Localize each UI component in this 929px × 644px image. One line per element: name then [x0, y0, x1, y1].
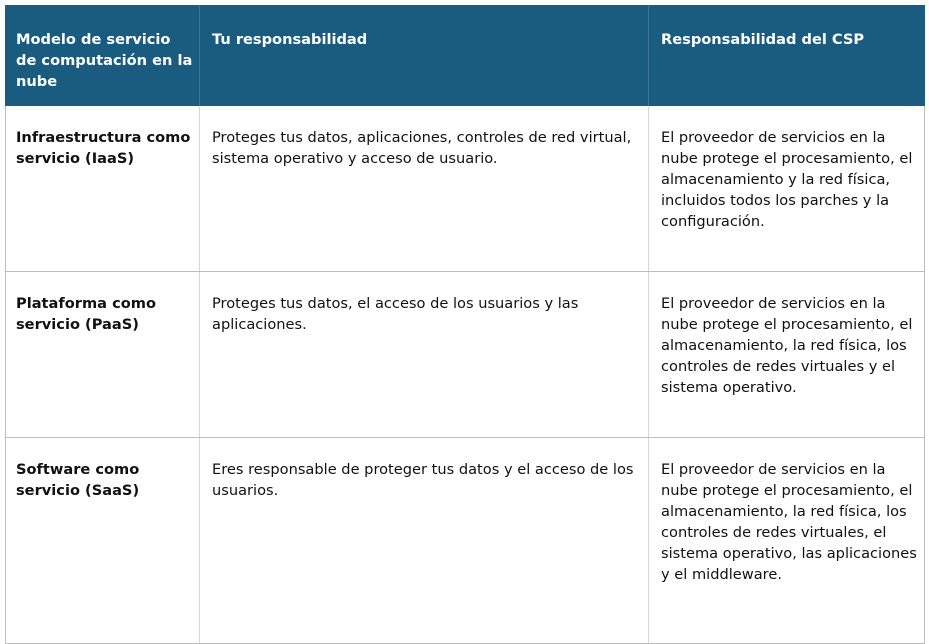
table-row	[6, 438, 925, 644]
row-csp-saas: El proveedor de servicios en la nube protege el procesamiento, el almacenamiento, la red física, los controles de redes virtuales, el sistema operativo, las aplicaciones y el middleware.	[649, 438, 925, 644]
table-body	[6, 106, 925, 644]
row-csp-paas: El proveedor de servicios en la nube protege el procesamiento, el almacenamiento, la red física, los controles de redes virtuales y el sistema operativo.	[649, 272, 925, 438]
row-yours-iaas: Proteges tus datos, aplicaciones, controles de red virtual, sistema operativo y acceso de usuario.	[200, 106, 649, 272]
table-header	[6, 5, 925, 106]
header-row	[6, 5, 925, 106]
header-csp-responsibility: Responsabilidad del CSP	[649, 5, 925, 106]
row-yours-paas: Proteges tus datos, el acceso de los usuarios y las aplicaciones.	[200, 272, 649, 438]
table-row	[6, 272, 925, 438]
shared-responsibility-table	[5, 5, 925, 644]
row-model-saas: Software como servicio (SaaS)	[6, 438, 200, 644]
header-service-model: Modelo de servicio de computación en la nube	[6, 5, 200, 106]
row-model-iaas: Infraestructura como servicio (IaaS)	[6, 106, 200, 272]
row-yours-saas: Eres responsable de proteger tus datos y el acceso de los usuarios.	[200, 438, 649, 644]
row-csp-iaas: El proveedor de servicios en la nube protege el procesamiento, el almacenamiento y la red física, incluidos todos los parches y la configuración.	[649, 106, 925, 272]
row-model-paas: Plataforma como servicio (PaaS)	[6, 272, 200, 438]
header-your-responsibility: Tu responsabilidad	[200, 5, 649, 106]
table-row	[6, 106, 925, 272]
